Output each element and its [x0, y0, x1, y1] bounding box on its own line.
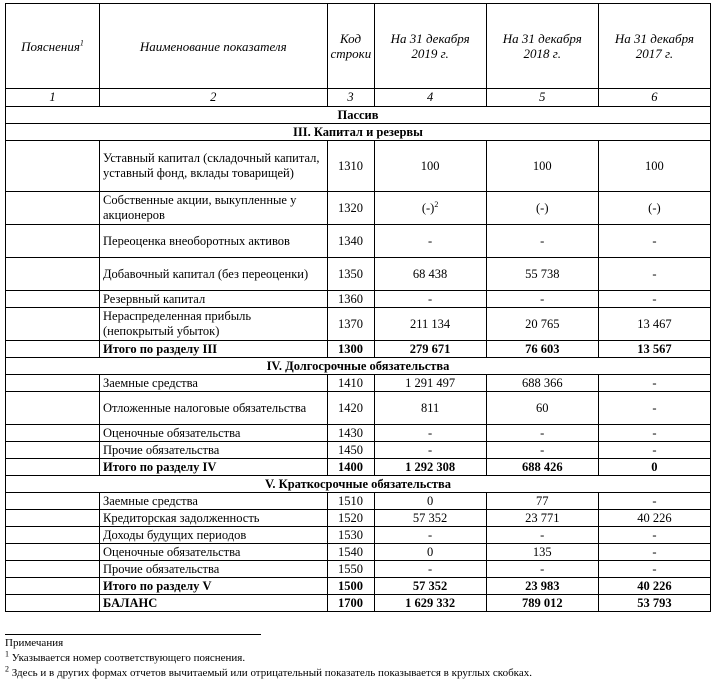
value-2018: 77	[486, 493, 598, 510]
header-line-code: Код строки	[327, 4, 374, 89]
column-numbers-row	[6, 89, 711, 107]
value-2018: -	[486, 527, 598, 544]
section-title: III. Капитал и резервы	[6, 124, 711, 141]
value-2019: $(-)^2$	[374, 192, 486, 225]
value-2018: -	[486, 425, 598, 442]
value-2017: 40 226	[598, 578, 710, 595]
notes-cell	[6, 291, 100, 308]
footnotes	[5, 634, 711, 681]
header-2017: На 31 декабря 2017 г.	[598, 4, 710, 89]
notes-cell	[6, 341, 100, 358]
table-row	[6, 308, 711, 341]
section-title-row	[6, 358, 711, 375]
indicator-name: Уставный капитал (складочный капитал, уставный фонд, вклады товарищей)	[100, 141, 328, 192]
value-2019: 1 291 497	[374, 375, 486, 392]
value-2018: 135	[486, 544, 598, 561]
value-2019: 0	[374, 544, 486, 561]
header-2018: На 31 декабря 2018 г.	[486, 4, 598, 89]
value-2019: 811	[374, 392, 486, 425]
value-2017: 100	[598, 141, 710, 192]
value-2019: -	[374, 442, 486, 459]
line-code: 1400	[327, 459, 374, 476]
value-2018: -	[486, 291, 598, 308]
section-title: IV. Долгосрочные обязательства	[6, 358, 711, 375]
value-2017: 40 226	[598, 510, 710, 527]
indicator-name: Переоценка внеоборотных активов	[100, 225, 328, 258]
indicator-name: Добавочный капитал (без переоценки)	[100, 258, 328, 291]
indicator-name: Отложенные налоговые обязательства	[100, 392, 328, 425]
table-row	[6, 493, 711, 510]
notes-cell	[6, 493, 100, 510]
value-2017: 53 793	[598, 595, 710, 612]
line-code: 1300	[327, 341, 374, 358]
value-2017: -	[598, 375, 710, 392]
value-2018: -	[486, 225, 598, 258]
line-code: 1350	[327, 258, 374, 291]
line-code: 1500	[327, 578, 374, 595]
notes-cell	[6, 375, 100, 392]
value-2019: 279 671	[374, 341, 486, 358]
indicator-name: Собственные акции, выкупленные у акционеров	[100, 192, 328, 225]
notes-cell	[6, 595, 100, 612]
value-2018: 688 426	[486, 459, 598, 476]
line-code: 1430	[327, 425, 374, 442]
value-2018: 789 012	[486, 595, 598, 612]
value-2018: 60	[486, 392, 598, 425]
column-number: 6	[598, 89, 710, 107]
line-code: 1410	[327, 375, 374, 392]
table-row	[6, 141, 711, 192]
indicator-name: Прочие обязательства	[100, 442, 328, 459]
notes-cell	[6, 258, 100, 291]
balance-sheet-table	[5, 3, 711, 612]
column-number: 4	[374, 89, 486, 107]
value-2019: 211 134	[374, 308, 486, 341]
indicator-name: Нераспределенная прибыль (непокрытый убыток)	[100, 308, 328, 341]
section-passiv-title: Пассив	[6, 107, 711, 124]
value-2019: -	[374, 291, 486, 308]
notes-cell	[6, 308, 100, 341]
column-number: 3	[327, 89, 374, 107]
notes-cell	[6, 225, 100, 258]
value-2018: 20 765	[486, 308, 598, 341]
value-2018: 100	[486, 141, 598, 192]
line-code: 1550	[327, 561, 374, 578]
value-2017: -	[598, 392, 710, 425]
line-code: 1320	[327, 192, 374, 225]
indicator-name: Заемные средства	[100, 375, 328, 392]
total-row	[6, 459, 711, 476]
table-row	[6, 561, 711, 578]
notes-cell	[6, 141, 100, 192]
indicator-name: БАЛАНС	[100, 595, 328, 612]
value-2018: 55 738	[486, 258, 598, 291]
line-code: 1520	[327, 510, 374, 527]
indicator-name: Итого по разделу III	[100, 341, 328, 358]
table-row	[6, 192, 711, 225]
indicator-name: Итого по разделу IV	[100, 459, 328, 476]
notes-cell	[6, 392, 100, 425]
value-2017: -	[598, 291, 710, 308]
column-number: 2	[100, 89, 328, 107]
footnote-2: $^2$ Здесь и в других формах отчетов вычитаемый или отрицательный показатель показывается в круглых скобках.	[5, 664, 532, 679]
indicator-name: Оценочные обязательства	[100, 544, 328, 561]
notes-cell	[6, 192, 100, 225]
footnotes-title: Примечания	[5, 637, 64, 649]
line-code: 1510	[327, 493, 374, 510]
indicator-name: Доходы будущих периодов	[100, 527, 328, 544]
column-number: 5	[486, 89, 598, 107]
value-2017: 0	[598, 459, 710, 476]
value-2019: 100	[374, 141, 486, 192]
notes-cell	[6, 442, 100, 459]
value-2017: -	[598, 425, 710, 442]
line-code: 1700	[327, 595, 374, 612]
value-2019: 68 438	[374, 258, 486, 291]
table-row	[6, 225, 711, 258]
value-2018: 23 983	[486, 578, 598, 595]
value-2019: 0	[374, 493, 486, 510]
value-2017: -	[598, 258, 710, 291]
footnote-1: $^1$ Указывается номер соответствующего пояснения.	[5, 649, 246, 664]
value-2017: -	[598, 527, 710, 544]
footnote-divider	[5, 634, 261, 635]
value-2019: 1 629 332	[374, 595, 486, 612]
value-2019: -	[374, 225, 486, 258]
value-2017: 13 467	[598, 308, 710, 341]
section-passiv-row	[6, 107, 711, 124]
header-indicator-name: Наименование показателя	[100, 4, 328, 89]
notes-cell	[6, 561, 100, 578]
notes-cell	[6, 459, 100, 476]
table-row	[6, 291, 711, 308]
column-number: 1	[6, 89, 100, 107]
line-code: 1370	[327, 308, 374, 341]
table-row	[6, 392, 711, 425]
line-code: 1340	[327, 225, 374, 258]
section-title-row	[6, 476, 711, 493]
table-row	[6, 375, 711, 392]
value-2019: -	[374, 527, 486, 544]
total-row	[6, 578, 711, 595]
line-code: 1360	[327, 291, 374, 308]
indicator-name: Прочие обязательства	[100, 561, 328, 578]
value-2019: 1 292 308	[374, 459, 486, 476]
value-2019: 57 352	[374, 510, 486, 527]
total-row	[6, 341, 711, 358]
line-code: 1530	[327, 527, 374, 544]
value-2017: -	[598, 493, 710, 510]
indicator-name: Резервный капитал	[100, 291, 328, 308]
notes-cell	[6, 578, 100, 595]
value-2018: 688 366	[486, 375, 598, 392]
section-title-row	[6, 124, 711, 141]
table-row	[6, 425, 711, 442]
table-header-row	[6, 4, 711, 89]
line-code: 1310	[327, 141, 374, 192]
value-2018: 76 603	[486, 341, 598, 358]
value-2018: -	[486, 442, 598, 459]
table-row	[6, 544, 711, 561]
indicator-name: Кредиторская задолженность	[100, 510, 328, 527]
table-row	[6, 510, 711, 527]
value-2017: -	[598, 561, 710, 578]
value-2017: -	[598, 442, 710, 459]
value-2018: -	[486, 561, 598, 578]
line-code: 1450	[327, 442, 374, 459]
value-2019: -	[374, 425, 486, 442]
value-2019: 57 352	[374, 578, 486, 595]
value-2017: -	[598, 544, 710, 561]
value-2019: -	[374, 561, 486, 578]
indicator-name: Оценочные обязательства	[100, 425, 328, 442]
total-row	[6, 595, 711, 612]
notes-cell	[6, 425, 100, 442]
section-title: V. Краткосрочные обязательства	[6, 476, 711, 493]
value-2018: (-)	[486, 192, 598, 225]
value-2018: 23 771	[486, 510, 598, 527]
notes-cell	[6, 510, 100, 527]
indicator-name: Заемные средства	[100, 493, 328, 510]
line-code: 1540	[327, 544, 374, 561]
header-2019: На 31 декабря 2019 г.	[374, 4, 486, 89]
value-2017: 13 567	[598, 341, 710, 358]
table-row	[6, 527, 711, 544]
header-notes: Пояснения$^1$	[6, 4, 100, 89]
notes-cell	[6, 544, 100, 561]
value-2017: (-)	[598, 192, 710, 225]
line-code: 1420	[327, 392, 374, 425]
table-row	[6, 258, 711, 291]
indicator-name: Итого по разделу V	[100, 578, 328, 595]
table-row	[6, 442, 711, 459]
notes-cell	[6, 527, 100, 544]
value-2017: -	[598, 225, 710, 258]
